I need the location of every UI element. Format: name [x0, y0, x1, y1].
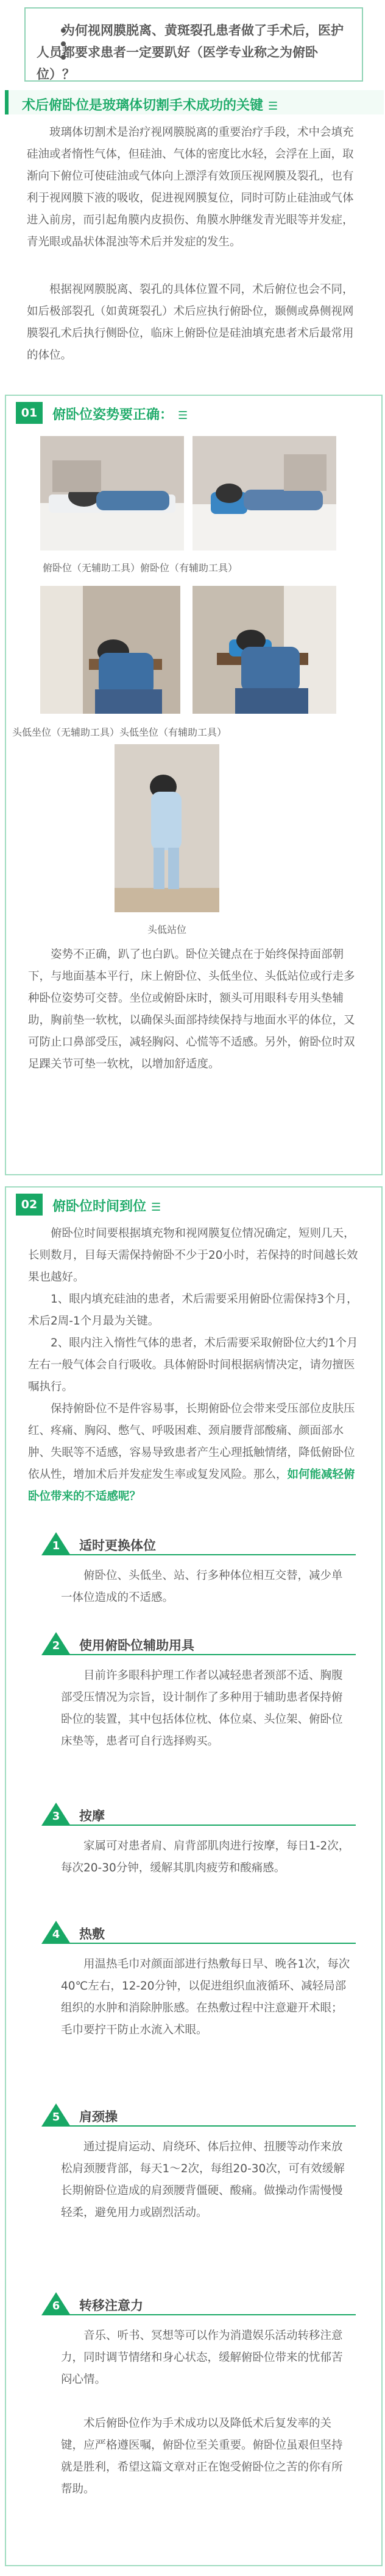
section-01-frame [5, 395, 383, 1175]
section-01-title: 俯卧位姿势要正确： [52, 407, 174, 423]
tip-4-heading [41, 1921, 352, 1945]
tip-2-heading [41, 1632, 352, 1656]
tip-1-number: 1 [52, 1540, 60, 1552]
intro-question: 为何视网膜脱离、黄斑裂孔患者做了手术后，医护人员都要求患者一定要趴好（医学专业称之为俯卧位）？ [37, 23, 344, 82]
caption-prone: 俯卧位（无辅助工具）俯卧位（有辅助工具） [43, 562, 238, 574]
section-02-paragraph-4 [28, 1398, 361, 1508]
photo-head-down-sit-with-tool-image [192, 586, 336, 714]
tip-5-label: 肩颈操 [79, 2110, 118, 2124]
section-02-title: 俯卧位时间到位 [52, 1199, 147, 1214]
caption-head-down-sit: 头低坐位（无辅助工具）头低坐位（有辅助工具） [12, 727, 227, 738]
tip-1-heading [41, 1532, 352, 1557]
how-to-relieve-link: 如何能减轻俯卧位带来的不适感呢？ [28, 1468, 355, 1503]
section-02-paragraph-1: 俯卧位时间要根据填充物和视网膜复位情况确定，短则几天，长则数月，目每天需保持俯卧不少于20小时，若保持的时间越长效果也越好。 [28, 1227, 358, 1284]
tip-6-text: 音乐、听书、冥想等可以作为消遣娱乐活动转移注意力，同时调节情绪和身心状态，缓解俯卧位带来的忧郁苦闷心情。 [61, 2329, 343, 2386]
section-01-paragraph: 姿势不正确，趴了也白趴。卧位关键点在于始终保持面部朝下，与地面基本平行，床上俯卧位、头低坐位、头低站位或行走多种卧位姿势可交替。坐位或俯卧床时，额头可用眼科专用头垫辅助，胸前垫一软枕，以确保头面部持续保持与地面水平的体位，又可防止口鼻部受压，减轻胸闷、心慌等不适感。另外，俯卧位时双足踝关节可垫一软枕，以增加舒适度。 [28, 948, 355, 1071]
tip-2-number: 2 [52, 1639, 60, 1652]
photo-prone-no-tool [40, 436, 184, 551]
section-heading-main [5, 90, 384, 114]
tip-6-number: 6 [52, 2300, 60, 2312]
tip-4-label: 热敷 [79, 1927, 105, 1941]
section-02-paragraph-3: 2、眼内注入惰性气体的患者，术后需要采取俯卧位大约1个月左右一般气体会自行吸收。具体俯卧时间根据病情决定，请勿擅医嘱执行。 [28, 1337, 358, 1393]
photo-prone-with-tool [192, 436, 336, 551]
tip-2-label: 使用俯卧位辅助用具 [79, 1638, 194, 1653]
photo-head-down-sit-no-tool-image [40, 586, 180, 714]
tip-5-number: 5 [52, 2111, 60, 2124]
menu-icon: ☰ [268, 100, 278, 113]
tip-3-heading [41, 1803, 352, 1827]
main-paragraph-2: 根据视网膜脱离、裂孔的具体位置不同，术后俯位也会不同，如后极部裂孔（如黄斑裂孔）术后应执行俯卧位，颞侧或鼻侧视网膜裂孔术后执行侧卧位，临床上俯卧位是硅油填充患者术后最常用的体位。 [27, 283, 354, 362]
tip-6-heading [41, 2292, 352, 2317]
photo-head-down-sit-no-tool [40, 586, 180, 714]
photo-prone-no-tool-image [40, 436, 184, 551]
menu-icon: ☰ [151, 1201, 161, 1214]
main-paragraph-1: 玻璃体切割术是治疗视网膜脱离的重要治疗手段，术中会填充硅油或者惰性气体，但硅油、气体的密度比水轻，会浮在上面，取渐向下俯位可使硅油或气体向上漂浮有效顶压视网膜及裂孔，也有利于视网膜下液的吸收，促进视网膜复位，同时可防止硅油或气体进入前房，而引起角膜内皮损伤、角膜水肿继发青光眼等并发症，青光眼或晶状体混浊等术后并发症的发生。 [27, 126, 354, 248]
tip-5-heading [41, 2103, 352, 2128]
tip-3-text: 家属可对患者肩、肩背部肌肉进行按摩，每日1-2次，每次20-30分钟，缓解其肌肉疲劳和酸痛感。 [61, 1840, 350, 1874]
section-title-main: 术后俯卧位是玻璃体切割手术成功的关键 [22, 98, 264, 113]
menu-icon: ☰ [178, 409, 188, 422]
photo-head-down-stand-image [115, 744, 219, 912]
paragraph-4-text: 保持俯卧位不是件容易事，长期俯卧位会带来受压部位皮肤压红、疼痛、胸闷、憋气、呼吸困难、颈肩腰背部酸痛、颜面部水肿、失眠等不适感，容易导致患者产生心理抵触情绪，降低俯卧位依从性，增加术后并发症发生率或复发风险。那么， [28, 1402, 355, 1481]
caption-head-down-stand: 头低站位 [147, 924, 187, 935]
photo-head-down-stand [115, 744, 219, 912]
section-02-badge: 02 [16, 1194, 43, 1216]
tip-3-number: 3 [52, 1810, 60, 1823]
tip-1-label: 适时更换体位 [79, 1538, 156, 1553]
section-02-frame [5, 1186, 383, 2566]
photo-prone-with-tool-image [192, 436, 336, 551]
tip-3-label: 按摩 [79, 1809, 105, 1823]
tip-1-text: 俯卧位、头低坐、站、行多种体位相互交替，减少单一体位造成的不适感。 [61, 1569, 343, 1604]
tip-4-text: 用温热毛巾对颜面部进行热敷每日早、晚各1次，每次40℃左右，12-20分钟，以促进组织血液循环、减轻局部组织的水肿和消除肿胀感。在热敷过程中注意避开术眼；毛巾要拧干防止水流入术眼。 [61, 1958, 350, 2036]
tip-2-text: 目前许多眼科护理工作者以减轻患者颈部不适、胸腹部受压情况为宗旨，设计制作了多种用于辅助患者保持俯卧位的装置，其中包括体位枕、体位桌、头位架、俯卧位床垫等，患者可自行选择购买。 [61, 1669, 343, 1748]
tip-6-label: 转移注意力 [79, 2298, 143, 2313]
closing-paragraph: 术后俯卧位作为手术成功以及降低术后复发率的关键，应严格遵医嘱，俯卧位至关重要。俯卧位虽艰但坚持就是胜利，希望这篇文章对正在饱受俯卧位之苦的你有所帮助。 [61, 2417, 343, 2496]
tip-4-number: 4 [52, 1928, 60, 1941]
intro-box [24, 7, 363, 82]
section-02-paragraph-2: 1、眼内填充硅油的患者，术后需要采用俯卧位需保持3个月，术后2周-1个月最为关键。 [28, 1293, 358, 1328]
photo-head-down-sit-with-tool [192, 586, 336, 714]
tip-5-text: 通过提肩运动、肩绕环、体后拉伸、扭腰等动作来放松肩颈腰背部，每天1～2次，每组20-30次，可有效缓解长期俯卧位造成的肩颈腰背僵硬、酸痛。做操动作需慢慢轻柔，避免用力或剧烈活动。 [61, 2141, 345, 2219]
section-01-badge: 01 [16, 402, 43, 424]
